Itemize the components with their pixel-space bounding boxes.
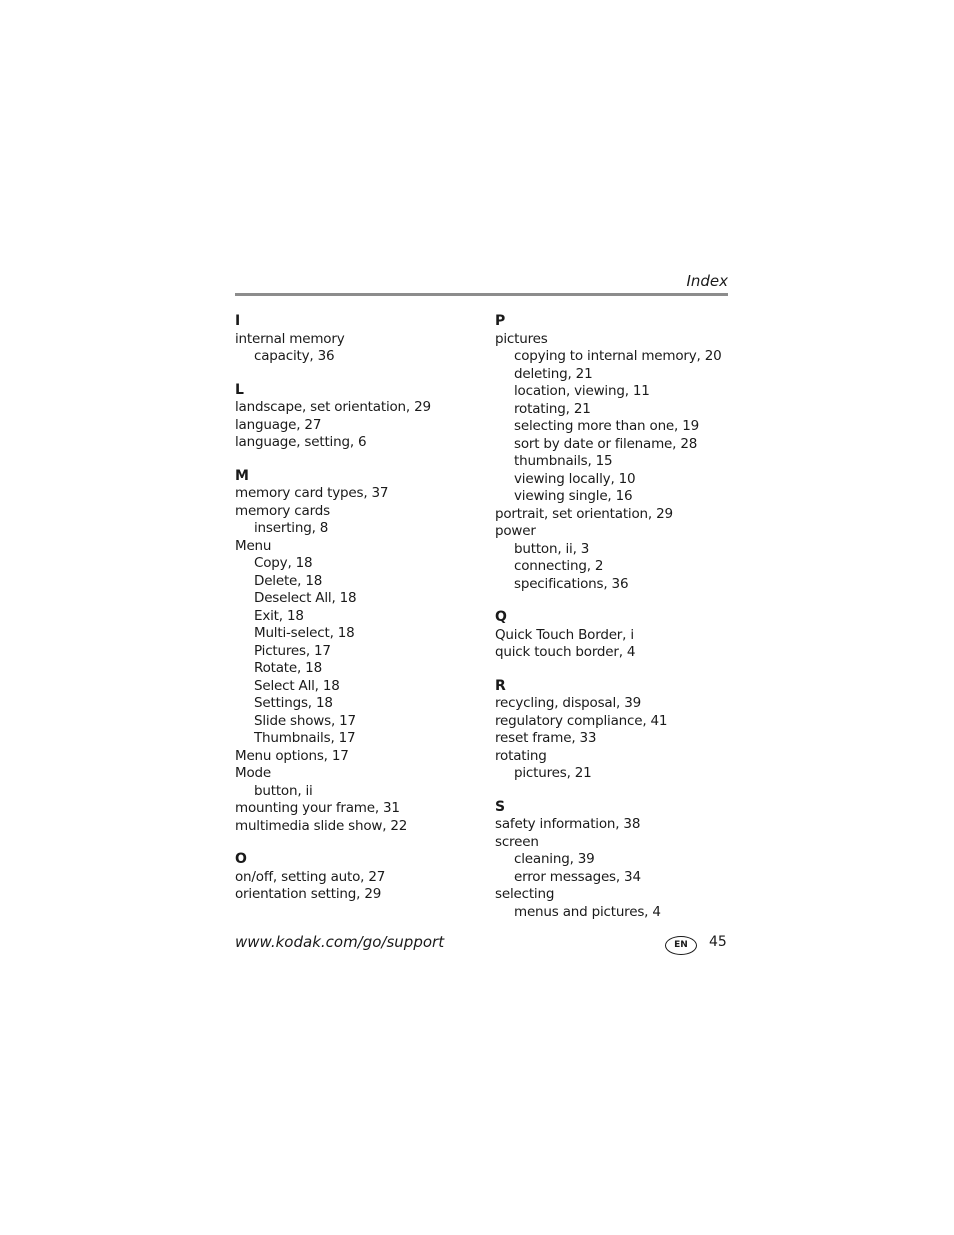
section-letter: P — [495, 313, 506, 329]
index-subentry: selecting more than one, 19 — [514, 418, 699, 434]
language-badge: EN — [665, 936, 697, 955]
index-entry: quick touch border, 4 — [495, 644, 636, 660]
index-subentry: connecting, 2 — [514, 558, 604, 574]
index-entry: mounting your frame, 31 — [235, 800, 400, 816]
index-entry: multimedia slide show, 22 — [235, 817, 408, 834]
index-section-p — [495, 313, 745, 593]
header-divider — [235, 293, 728, 296]
index-entry: Menu options, 17 — [235, 747, 349, 764]
index-subentry: viewing locally, 10 — [514, 470, 636, 487]
section-letter: S — [495, 798, 506, 815]
index-section-s — [495, 799, 745, 922]
section-letter: M — [235, 467, 249, 484]
index-entry: orientation setting, 29 — [235, 886, 382, 902]
section-letter: O — [235, 851, 247, 867]
index-entry: regulatory compliance, 41 — [495, 712, 668, 729]
index-subentry: thumbnails, 15 — [514, 453, 613, 469]
index-subentry: viewing single, 16 — [514, 488, 633, 504]
index-entry: pictures — [495, 330, 548, 347]
index-entry: portrait, set orientation, 29 — [495, 505, 673, 522]
index-subentry: pictures, 21 — [514, 765, 592, 781]
index-subentry: rotating, 21 — [514, 400, 591, 417]
index-entry: Menu — [235, 537, 272, 554]
page-number: 45 — [709, 934, 727, 950]
index-subentry: menus and pictures, 4 — [514, 903, 661, 920]
index-subentry: specifications, 36 — [514, 575, 629, 592]
index-subentry: Thumbnails, 17 — [254, 730, 356, 746]
index-entry: selecting — [495, 886, 555, 902]
index-subentry: Settings, 18 — [254, 695, 333, 711]
index-subentry: error messages, 34 — [514, 868, 641, 885]
index-column-left — [235, 313, 485, 920]
index-subentry: Pictures, 17 — [254, 642, 331, 659]
running-header-title: Index — [686, 272, 728, 290]
section-letter: R — [495, 677, 506, 694]
index-entry: recycling, disposal, 39 — [495, 695, 642, 711]
index-entry: language, 27 — [235, 416, 322, 433]
index-entry: reset frame, 33 — [495, 730, 597, 746]
index-subentry: Deselect All, 18 — [254, 590, 357, 606]
index-section-q — [495, 609, 745, 662]
section-letter: L — [235, 381, 244, 398]
index-section-i — [235, 313, 485, 366]
index-subentry: copying to internal memory, 20 — [514, 348, 722, 364]
index-subentry: Select All, 18 — [254, 677, 340, 694]
index-section-r — [495, 678, 745, 783]
index-section-l — [235, 382, 485, 452]
index-entry: internal memory — [235, 330, 345, 347]
index-subentry: cleaning, 39 — [514, 851, 595, 867]
index-subentry: Exit, 18 — [254, 607, 304, 624]
index-section-o — [235, 851, 485, 904]
index-entry: safety information, 38 — [495, 816, 641, 832]
index-subentry: Slide shows, 17 — [254, 712, 356, 729]
index-entry: language, setting, 6 — [235, 434, 367, 450]
index-subentry: Delete, 18 — [254, 572, 323, 589]
index-entry: Mode — [235, 765, 271, 781]
index-subentry: deleting, 21 — [514, 365, 593, 382]
index-entry: Quick Touch Border, i — [495, 626, 634, 643]
index-subentry: inserting, 8 — [254, 520, 329, 536]
index-subentry: button, ii — [254, 782, 313, 799]
footer-support-url: www.kodak.com/go/support — [235, 933, 445, 951]
index-subentry: Copy, 18 — [254, 555, 313, 571]
index-column-right — [495, 313, 745, 937]
index-entry: on/off, setting auto, 27 — [235, 868, 386, 885]
index-entry: power — [495, 523, 536, 539]
index-entry: rotating — [495, 747, 547, 764]
index-subentry: Multi-select, 18 — [254, 625, 355, 641]
index-subentry: capacity, 36 — [254, 348, 335, 364]
section-letter: I — [235, 313, 241, 329]
index-subentry: sort by date or filename, 28 — [514, 435, 698, 452]
index-subentry: Rotate, 18 — [254, 660, 322, 676]
index-section-m — [235, 468, 485, 836]
index-entry: landscape, set orientation, 29 — [235, 399, 431, 415]
index-entry: memory card types, 37 — [235, 485, 389, 501]
index-entry: screen — [495, 833, 539, 850]
index-entry: memory cards — [235, 502, 330, 519]
index-subentry: button, ii, 3 — [514, 540, 590, 557]
section-letter: Q — [495, 609, 507, 625]
index-subentry: location, viewing, 11 — [514, 383, 650, 399]
